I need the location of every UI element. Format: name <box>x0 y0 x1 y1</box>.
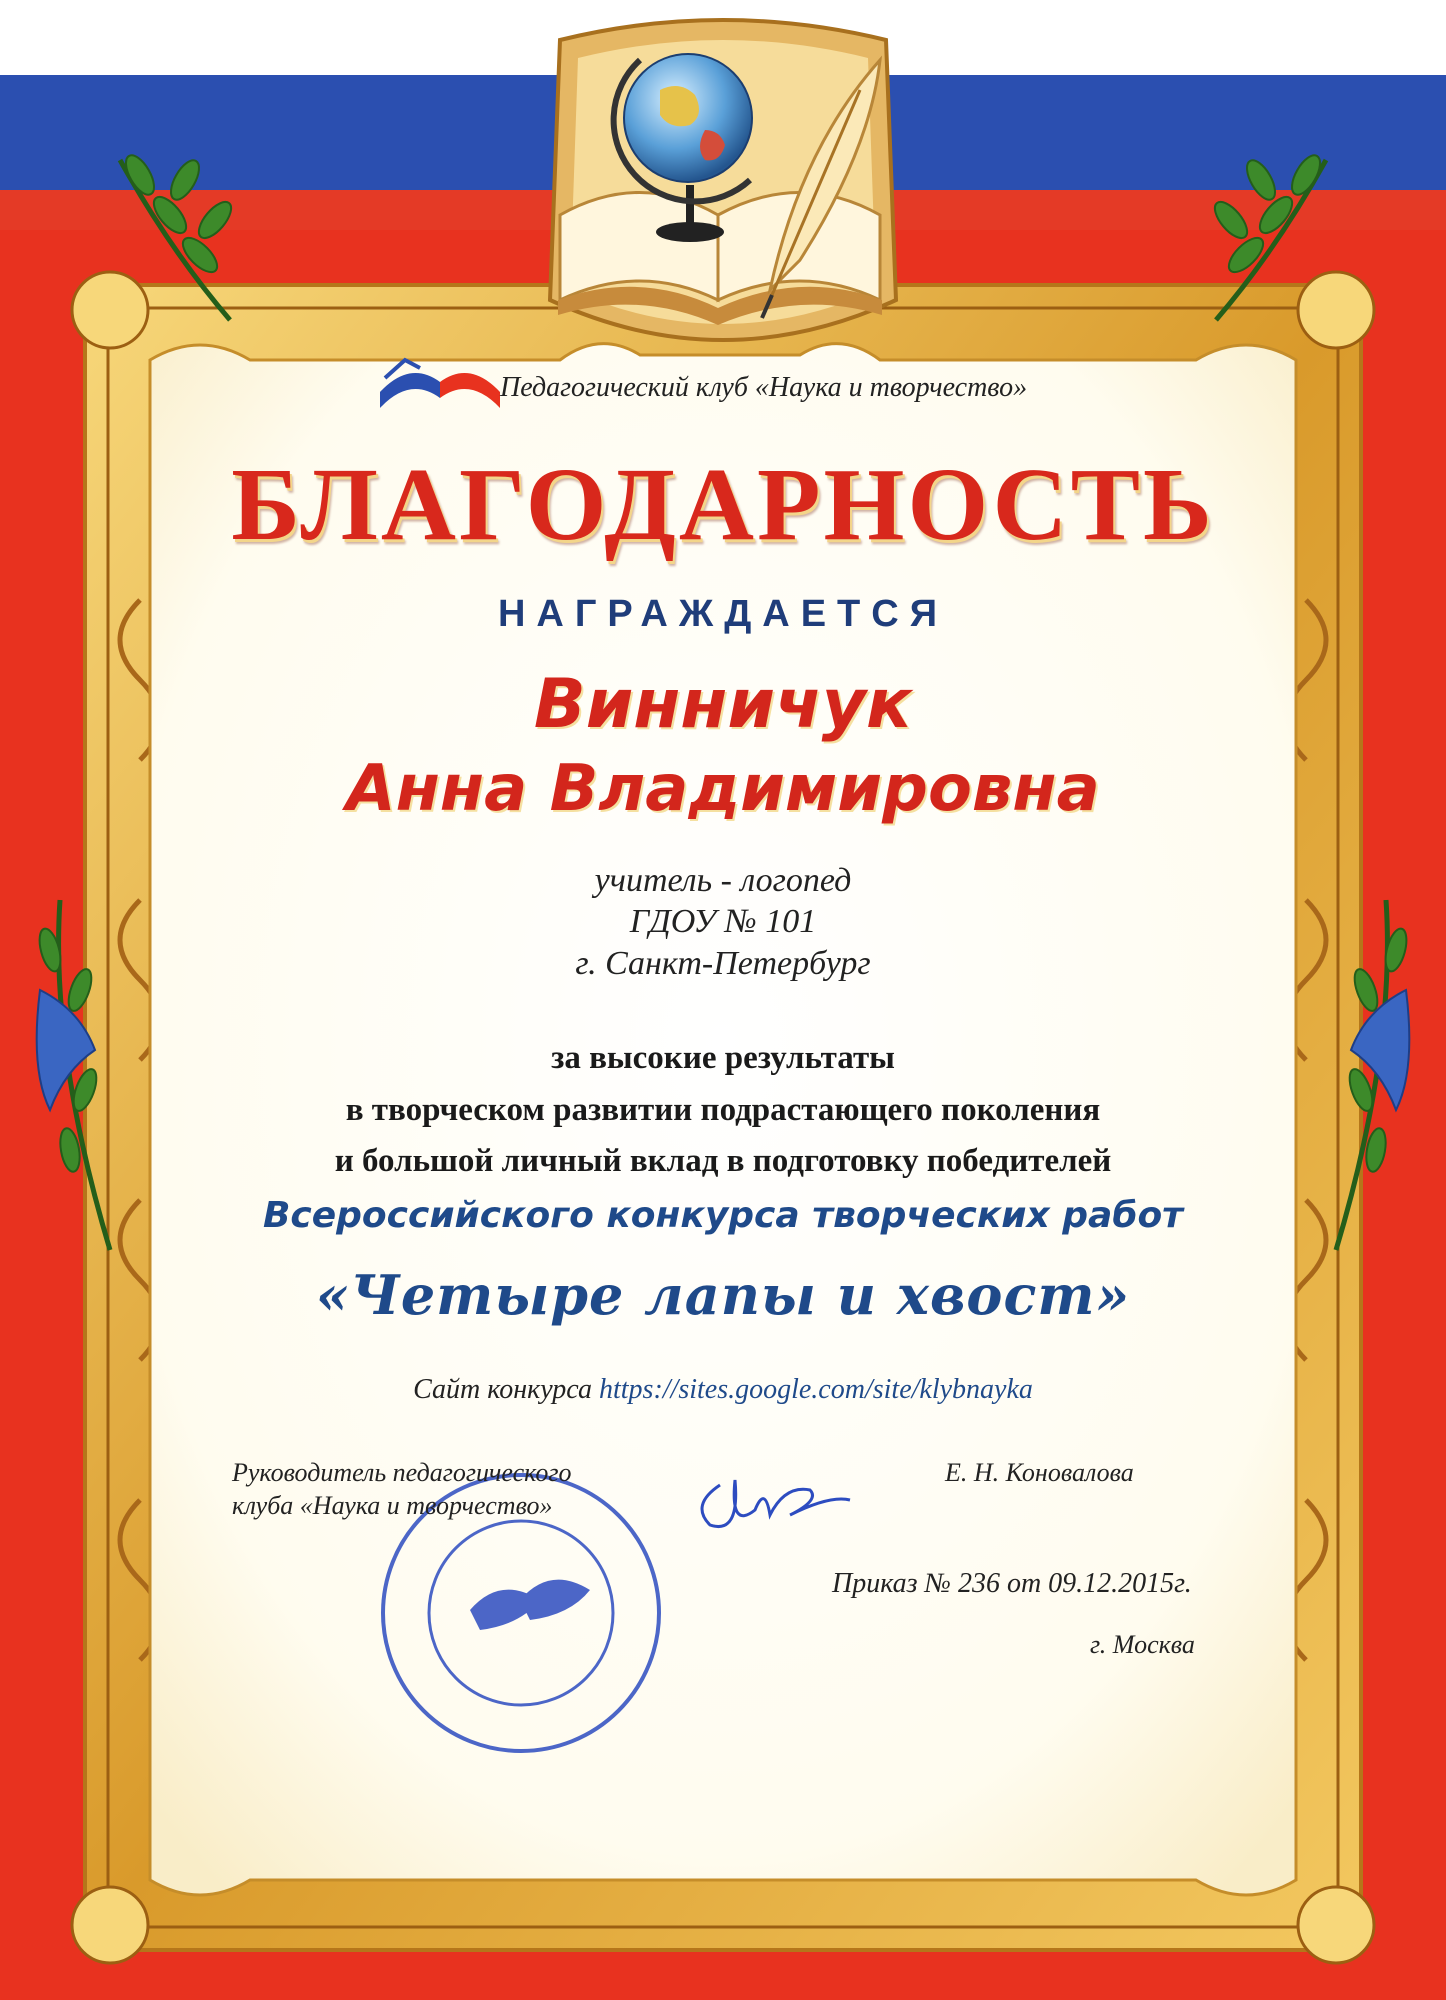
reason-line: и большой личный вклад в подготовку победителей <box>334 1143 1112 1179</box>
recipient-school: ГДОУ № 101 <box>629 903 817 940</box>
issue-place: г. Москва <box>1090 1630 1195 1659</box>
contest-site <box>0 1374 1446 1406</box>
order-reference: Приказ № 236 от 09.12.2015г. <box>832 1568 1192 1599</box>
corner-ornament-tl <box>72 272 148 348</box>
corner-ornament-tr <box>1298 272 1374 348</box>
corner-ornament-bl <box>72 1887 148 1963</box>
contest-name: «Четыре лапы и хвост» <box>315 1263 1131 1327</box>
recipient-given-names: Анна Владимировна <box>346 752 1100 826</box>
certificate-title: БЛАГОДАРНОСТЬ <box>231 447 1215 562</box>
corner-ornament-br <box>1298 1887 1374 1963</box>
recipient-city: г. Санкт-Петербург <box>575 945 871 982</box>
reason-line: в творческом развитии подрастающего поколения <box>345 1092 1101 1128</box>
contest-title: Всероссийского конкурса творческих работ <box>262 1195 1184 1236</box>
emblem <box>550 20 896 340</box>
site-link[interactable]: https://sites.google.com/site/klybnayka <box>598 1374 1033 1405</box>
site-label: Сайт конкурса <box>413 1374 592 1405</box>
signatory-role: Руководитель педагогического <box>232 1458 572 1487</box>
recipient-position: учитель - логопед <box>594 862 852 899</box>
recipient-surname: Винничук <box>533 665 913 744</box>
awarded-heading: НАГРАЖДАЕТСЯ <box>497 593 949 635</box>
signatory-role: клуба «Наука и творчество» <box>232 1491 553 1520</box>
signatory-name: Е. Н. Коновалова <box>945 1458 1134 1487</box>
club-name-line: Педагогический клуб «Наука и творчество» <box>500 372 1028 403</box>
reason-line: за высокие результаты <box>551 1040 895 1076</box>
